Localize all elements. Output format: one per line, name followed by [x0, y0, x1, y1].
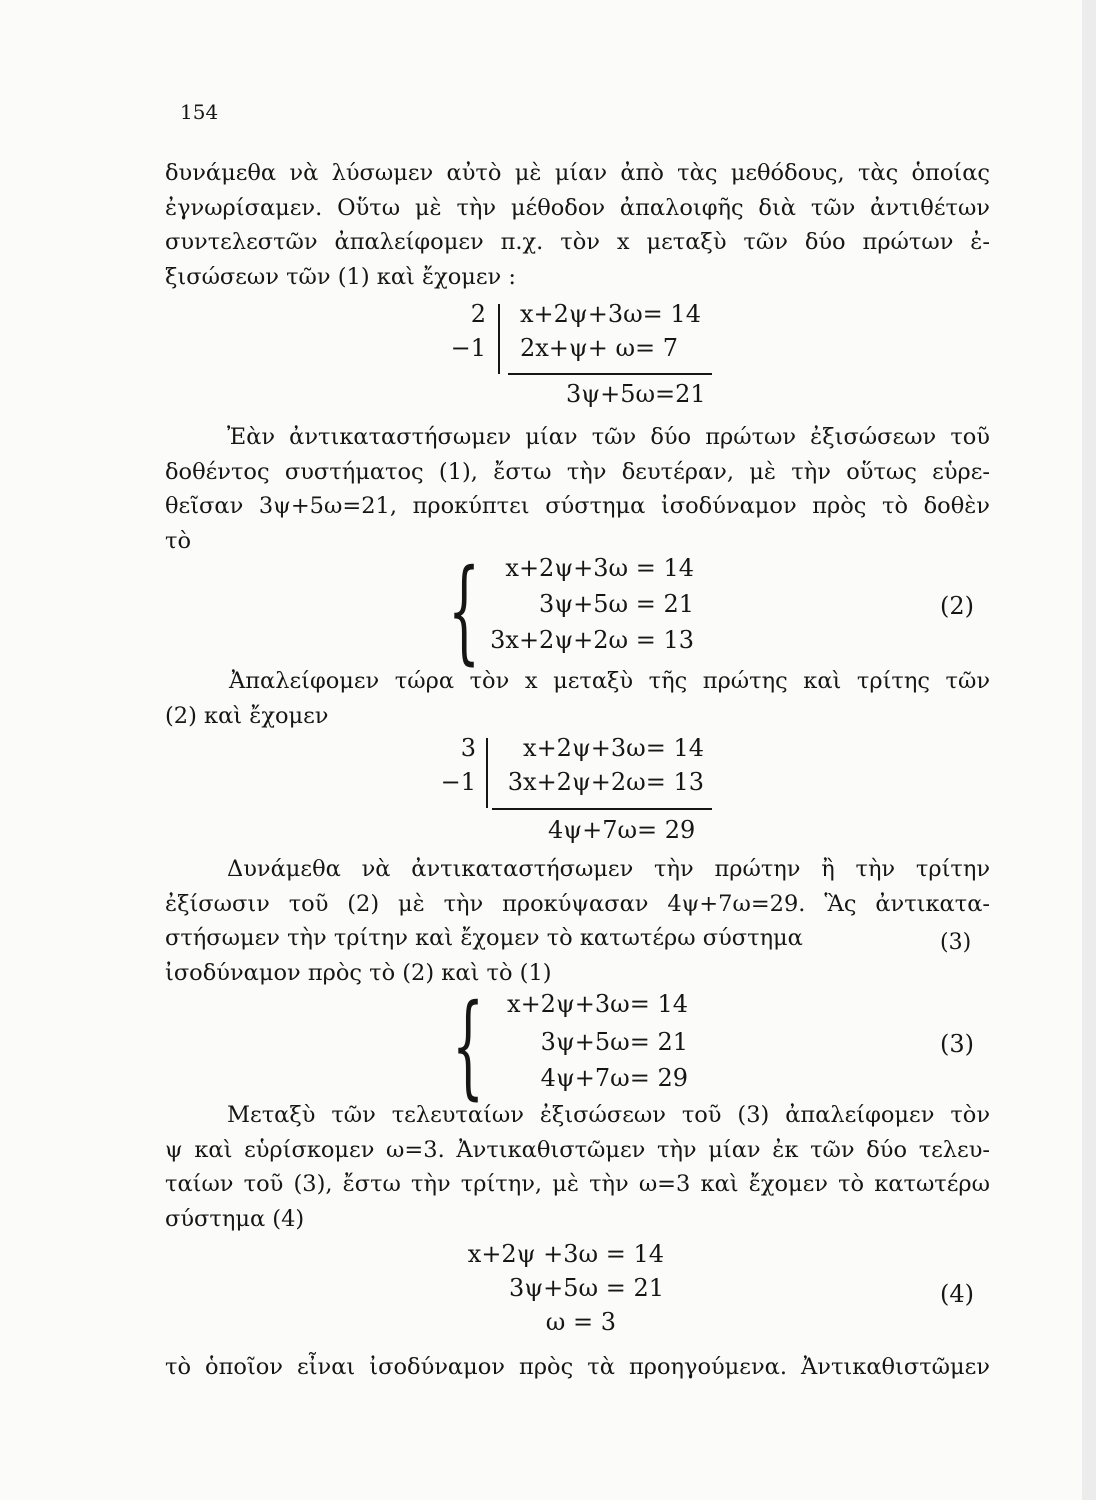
- paragraph-6: [165, 1350, 990, 1385]
- system-label: (2): [940, 592, 974, 620]
- text-line: Μεταξὺ τῶν τελευταίων ἐξισώσεων τοῦ (3) ἀπαλείφομεν τὸν: [227, 1102, 990, 1128]
- paragraph-4: [165, 852, 990, 990]
- text-line: ξισώσεων τῶν (1) καὶ ἔχομεν :: [165, 263, 516, 290]
- paragraph-3: [165, 664, 990, 733]
- left-brace: {: [448, 546, 481, 676]
- page-number: 154: [180, 100, 219, 124]
- sum-line: [508, 373, 712, 375]
- text-line: (2) καὶ ἔχομεν: [165, 702, 329, 729]
- text-line: στήσωμεν τὴν τρίτην καὶ ἔχομεν τὸ κατωτέρω σύστημα: [165, 925, 803, 952]
- text-line: τὸ: [165, 527, 191, 554]
- divider-vertical: [486, 738, 488, 808]
- sum-line: [492, 808, 712, 810]
- text-line: τὸ ὁποῖον εἶναι ἰσοδύναμον πρὸς τὰ προηγούμενα. Ἀντικαθιστῶμεν: [165, 1354, 990, 1380]
- text-line: ἐγνωρίσαμεν. Οὕτω μὲ τὴν μέθοδον ἀπαλοιφῆς διὰ τῶν ἀντιθέτων: [165, 194, 990, 221]
- result-equation: 3ψ+5ω=21: [566, 380, 706, 408]
- paragraph-5: [165, 1098, 990, 1236]
- text-line: Ἀπαλείφομεν τώρα τὸν x μεταξὺ τῆς πρώτης καὶ τρίτης τῶν: [229, 668, 990, 694]
- text-line: δοθέντος συστήματος (1), ἔστω τὴν δευτέραν, μὲ τὴν οὕτως εὑρε-: [165, 458, 990, 485]
- equation: 3x+2ψ+2ω = 13: [490, 626, 694, 654]
- equation: 3x+2ψ+2ω= 13: [507, 768, 704, 796]
- equation: 3ψ+5ω = 21: [539, 590, 694, 618]
- system-label: (3): [940, 1030, 974, 1058]
- paragraph-1: [165, 156, 990, 294]
- text-line: ψ καὶ εὑρίσκομεν ω=3. Ἀντικαθιστῶμεν τὴν μίαν ἐκ τῶν δύο τελευ-: [165, 1136, 990, 1163]
- equation: 4ψ+7ω= 29: [540, 1064, 688, 1092]
- multiplier: −1: [440, 768, 476, 796]
- text-line: ταίων τοῦ (3), ἔστω τὴν τρίτην, μὲ τὴν ω=3 καὶ ἔχομεν τὸ κατωτέρω: [165, 1171, 990, 1198]
- system-label: (3): [940, 930, 972, 955]
- text-line: ἐξίσωσιν τοῦ (2) μὲ τὴν προκύψασαν 4ψ+7ω=29. Ἃς ἀντικατα-: [165, 890, 990, 917]
- text-line: συντελεστῶν ἀπαλείφομεν π.χ. τὸν x μεταξὺ τῶν δύο πρώτων ἐ-: [165, 229, 990, 256]
- multiplier: −1: [450, 334, 486, 362]
- equation: x+2ψ+3ω= 14: [523, 734, 704, 762]
- multiplier: 3: [460, 734, 476, 762]
- text-line: θεῖσαν 3ψ+5ω=21, προκύπτει σύστημα ἰσοδύναμον πρὸς τὸ δοθὲν: [165, 493, 990, 520]
- text-line: ἰσοδύναμον πρὸς τὸ (2) καὶ τὸ (1): [165, 959, 552, 986]
- equation: x+2ψ+3ω= 14: [507, 990, 688, 1018]
- page-edge: [1082, 0, 1096, 1500]
- multiplier: 2: [470, 300, 486, 328]
- equation: 3ψ+5ω= 21: [540, 1028, 688, 1056]
- equation: 3ψ+5ω = 21: [509, 1274, 664, 1302]
- equation: x+2ψ +3ω = 14: [467, 1240, 664, 1268]
- system-label: (4): [940, 1280, 974, 1308]
- divider-vertical: [498, 304, 500, 374]
- left-brace: {: [452, 981, 485, 1111]
- equation: x+2ψ+3ω= 14: [520, 300, 701, 328]
- equation: 2x+ψ+ ω= 7: [520, 334, 679, 362]
- text-line: Ἐὰν ἀντικαταστήσωμεν μίαν τῶν δύο πρώτων ἐξισώσεων τοῦ: [227, 424, 990, 450]
- text-line: σύστημα (4): [165, 1205, 305, 1232]
- equation: ω = 3: [545, 1308, 616, 1336]
- text-line: δυνάμεθα νὰ λύσωμεν αὐτὸ μὲ μίαν ἀπὸ τὰς μεθόδους, τὰς ὁποίας: [165, 160, 990, 186]
- text-line: Δυνάμεθα νὰ ἀντικαταστήσωμεν τὴν πρώτην ἢ τὴν τρίτην: [227, 856, 990, 882]
- equation: x+2ψ+3ω = 14: [505, 554, 694, 582]
- result-equation: 4ψ+7ω= 29: [548, 816, 696, 844]
- paragraph-2: [165, 420, 990, 558]
